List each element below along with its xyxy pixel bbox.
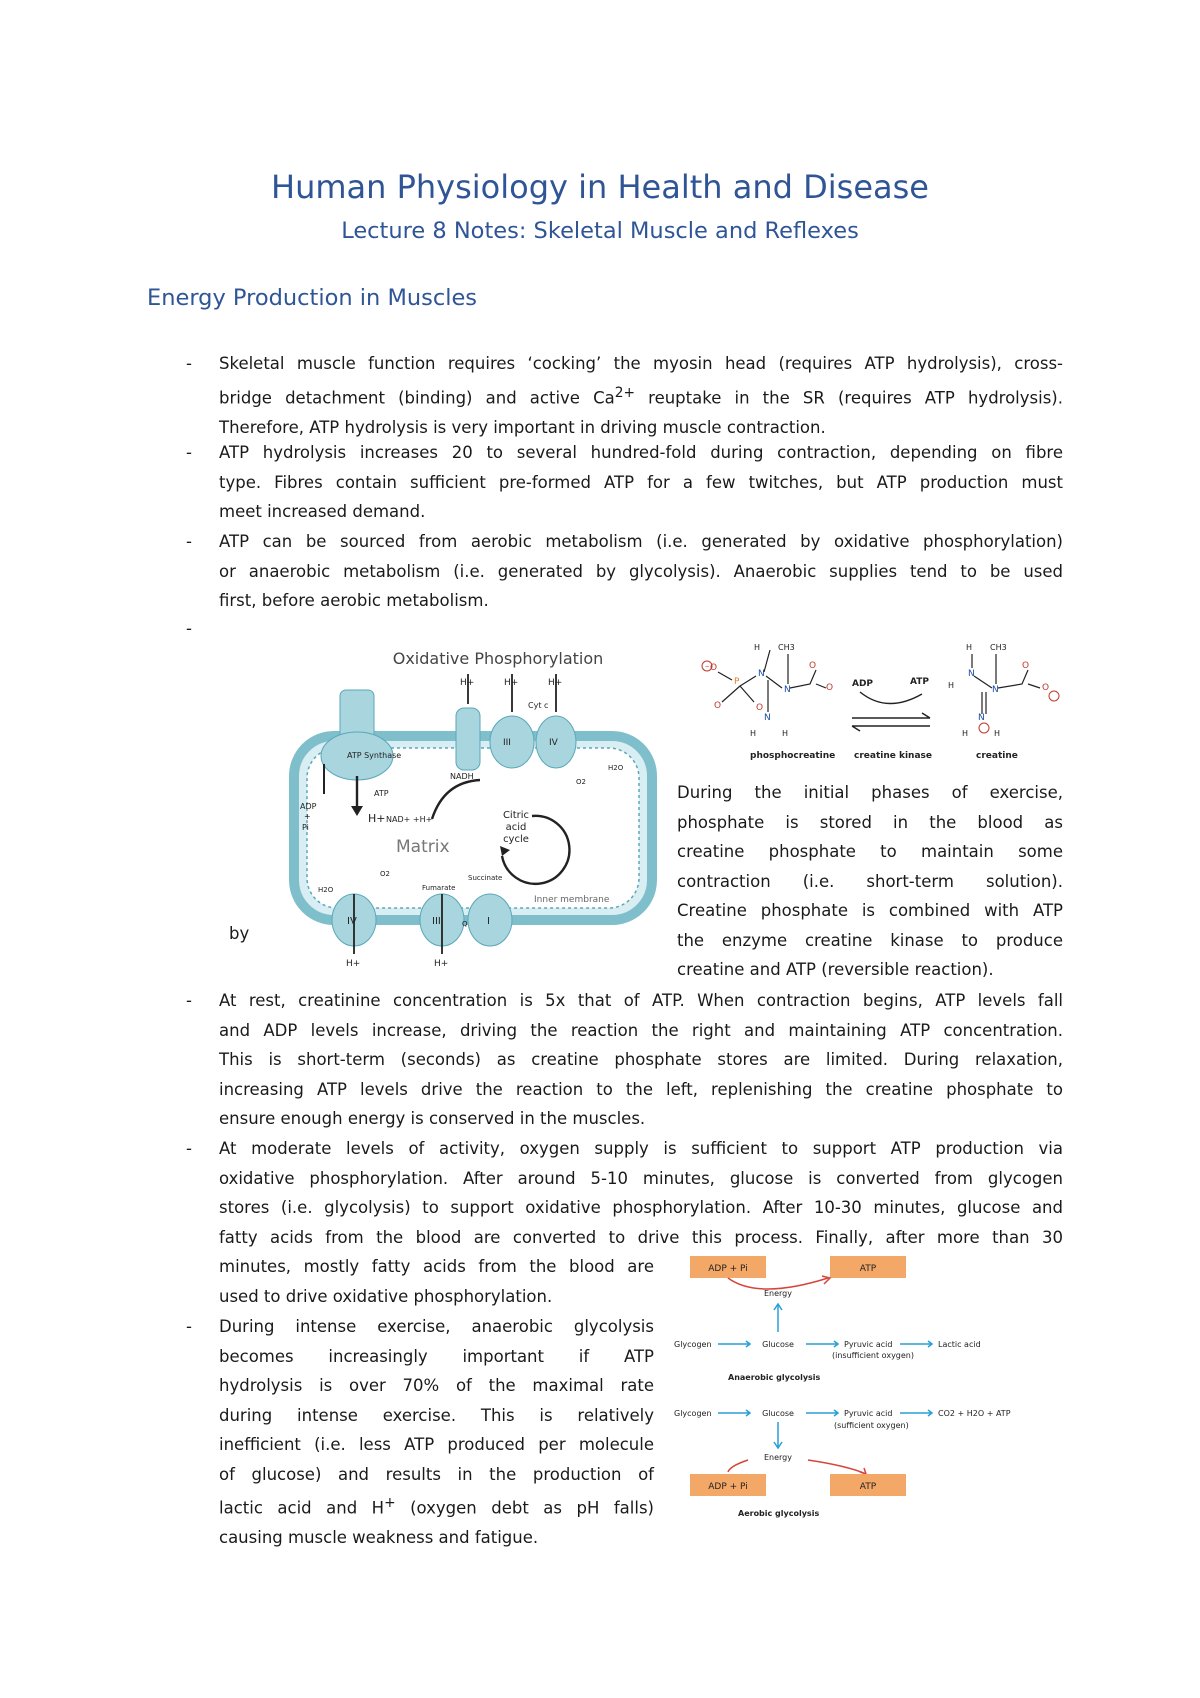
arrow-blue: [900, 1341, 932, 1347]
label-h-plus: H+: [346, 959, 361, 969]
paragraph-line: During intense exercise, anaerobic glycolysis: [219, 1317, 654, 1336]
label-cycle: cycle: [503, 834, 529, 845]
atom-h: H: [962, 729, 969, 738]
paragraph-line: creatine phosphate to maintain some: [677, 842, 1063, 861]
arrow-blue: [900, 1410, 932, 1416]
bullet-marker: -: [186, 1317, 192, 1336]
label-o2: O2: [576, 778, 586, 786]
label-h-plus: H+: [368, 812, 386, 825]
label-creatine-kinase: creatine kinase: [854, 751, 932, 761]
label-nadh: NADH: [450, 772, 474, 781]
bullet-paragraph-1: [219, 349, 1063, 442]
bullet-marker: -: [186, 1139, 192, 1158]
paragraph-line: This is short-term (seconds) as creatine phosphate stores are limited. During relaxation,: [219, 1050, 1063, 1069]
atom-n: N: [992, 685, 999, 695]
paragraph-line: inefficient (i.e. less ATP produced per molecule: [219, 1435, 654, 1454]
paragraph-line: increasing ATP levels drive the reaction to the left, replenishing the creatine phosphate to: [219, 1079, 1063, 1099]
superscript: +: [384, 1495, 396, 1511]
label-nad: NAD+ +H+: [386, 815, 433, 824]
label-h2o: H2O: [318, 886, 334, 894]
atom-o: O: [756, 703, 764, 713]
atom-n: N: [978, 713, 985, 723]
energy-arrow-red: [728, 1460, 748, 1472]
paragraph-line: Therefore, ATP hydrolysis is very important in driving muscle contraction.: [219, 417, 826, 437]
label-inner-membrane: Inner membrane: [534, 895, 610, 905]
bullet-paragraph-3: [219, 527, 1063, 616]
arrow-blue: [806, 1341, 838, 1347]
atom-n: N: [758, 669, 765, 679]
charge-circle: [979, 723, 989, 733]
atom-o: O: [710, 663, 718, 673]
atom-p: P: [734, 677, 740, 687]
label-glucose: Glucose: [762, 1409, 794, 1418]
paragraph-line: At moderate levels of activity, oxygen supply is sufficient to support ATP production via: [219, 1139, 1063, 1158]
label-energy: Energy: [763, 1453, 793, 1462]
atom-h: H: [750, 729, 757, 738]
label-pi: Pi: [302, 823, 309, 832]
label-phosphocreatine: phosphocreatine: [750, 751, 836, 761]
label-h-plus: H+: [460, 678, 475, 688]
reverse-arrow: [852, 726, 930, 731]
paragraph-line: phosphate is stored in the blood as: [677, 812, 1063, 832]
complex-i-bottom: [468, 894, 512, 946]
creatine-kinase-figure: [692, 636, 1072, 766]
label-adp-pi: ADP + Pi: [708, 1264, 748, 1274]
label-citric: Citric: [502, 810, 530, 821]
paragraph-line: ensure enough energy is conserved in the muscles.: [219, 1109, 646, 1128]
label-complex-iii: III: [503, 738, 511, 748]
complex-i-top: [456, 708, 480, 770]
label-plus: +: [304, 812, 311, 821]
bonds: [972, 654, 1040, 714]
paragraph-line: stores (i.e. glycolysis) to support oxidative phosphorylation. After 10-30 minutes, glucose and: [219, 1198, 1063, 1217]
paragraph-line: fatty acids from the blood are converted to drive this process. Finally, after more than 30: [219, 1227, 1063, 1247]
atom-ch3: CH3: [778, 643, 795, 652]
section-heading: Energy Production in Muscles: [147, 285, 478, 311]
superscript: 2+: [614, 384, 636, 401]
label-energy: Energy: [763, 1289, 793, 1298]
paragraph-line: Skeletal muscle function requires ‘cocking’ the myosin head (requires ATP hydrolysis), cross-: [219, 354, 1063, 373]
paragraph-line: During the initial phases of exercise,: [677, 783, 1063, 802]
atom-o: O: [1022, 661, 1030, 671]
label-creatine: creatine: [976, 751, 1018, 761]
paragraph-line: used to drive oxidative phosphorylation.: [219, 1286, 553, 1306]
arrow-blue: [774, 1422, 782, 1448]
energy-arrow-red: [728, 1278, 828, 1289]
bullet-marker: -: [186, 354, 192, 373]
label-aerobic-glycolysis: Aerobic glycolysis: [738, 1509, 820, 1518]
label-complex-iv: IV: [347, 916, 357, 927]
figure-title: Oxidative Phosphorylation: [392, 649, 604, 668]
paragraph-line: first, before aerobic metabolism.: [219, 591, 489, 610]
label-adp: ADP: [300, 802, 317, 811]
bullet-marker: -: [186, 619, 192, 638]
energy-arrow-red: [808, 1460, 866, 1474]
svg-text:−: −: [704, 663, 710, 670]
arrow-blue: [806, 1410, 838, 1416]
complex-iii-top: [490, 716, 534, 768]
label-pyruvic-acid: Pyruvic acid: [844, 1340, 893, 1349]
paragraph-line: and ADP levels increase, driving the reaction the right and maintaining ATP concentration.: [219, 1020, 1063, 1040]
bullet-paragraph-5: [219, 986, 1063, 1134]
paragraph-line: creatine and ATP (reversible reaction).: [677, 960, 994, 979]
atom-n: N: [784, 685, 791, 695]
paragraph-line: lactic acid and H+ (oxygen debt as pH falls): [219, 1495, 654, 1518]
atom-o: O: [1042, 683, 1050, 693]
forward-arrow: [852, 713, 930, 718]
label-pyruvic-acid: Pyruvic acid: [844, 1409, 893, 1418]
label-q: Q: [462, 920, 468, 928]
arrow-blue: [718, 1341, 750, 1347]
bullet-paragraph-2: [219, 438, 1063, 527]
label-h-plus: H+: [548, 678, 563, 688]
label-cyt-c: Cyt c: [528, 701, 549, 710]
atom-n: N: [764, 713, 771, 723]
paragraph-line: minutes, mostly fatty acids from the blood are: [219, 1257, 654, 1276]
atom-ch3: CH3: [990, 643, 1007, 652]
label-lactic-acid: Lactic acid: [938, 1340, 981, 1349]
label-fumarate: Fumarate: [422, 884, 456, 892]
atom-h: H: [966, 643, 973, 652]
atom-o: O: [826, 683, 834, 693]
document-title: Human Physiology in Health and Disease: [271, 168, 929, 206]
label-matrix: Matrix: [396, 837, 450, 857]
atom-n: N: [968, 669, 975, 679]
label-glycogen: Glycogen: [674, 1409, 712, 1418]
arrowhead: [860, 1468, 866, 1474]
document-subtitle: Lecture 8 Notes: Skeletal Muscle and Reflexes: [341, 218, 859, 244]
label-atp: ATP: [910, 677, 930, 687]
atom-h: H: [994, 729, 1001, 738]
paragraph-line: ATP hydrolysis increases 20 to several hundred-fold during contraction, depending on fibre: [219, 443, 1063, 462]
atom-h: H: [948, 681, 955, 690]
label-co2-h2o-atp: CO2 + H2O + ATP: [938, 1409, 1011, 1418]
label-sufficient-oxygen: (sufficient oxygen): [834, 1421, 909, 1430]
label-succinate: Succinate: [468, 874, 503, 882]
arrow-blue: [718, 1410, 750, 1416]
paragraph-line: of glucose) and results in the production of: [219, 1464, 654, 1484]
label-adp-pi: ADP + Pi: [708, 1482, 748, 1492]
bullet-paragraph-7: [219, 1312, 654, 1553]
atom-h: H: [782, 729, 789, 738]
paragraph-line: becomes increasingly important if ATP: [219, 1346, 654, 1366]
paragraph-line: type. Fibres contain sufficient pre-formed ATP for a few twitches, but ATP production must: [219, 472, 1063, 492]
label-insufficient-oxygen: (insufficient oxygen): [832, 1351, 914, 1360]
curved-arrow: [860, 692, 922, 704]
atom-o: O: [809, 661, 817, 671]
label-h-plus: H+: [504, 678, 519, 688]
paragraph-line: causing muscle weakness and fatigue.: [219, 1528, 539, 1547]
label-adp: ADP: [852, 679, 874, 689]
bullet-marker: -: [186, 443, 192, 462]
label-complex-i: I: [487, 916, 490, 927]
bullet-paragraph-4: [677, 778, 1063, 985]
paragraph-line: meet increased demand.: [219, 502, 426, 521]
label-atp-synthase: ATP Synthase: [347, 751, 402, 760]
label-h2o: H2O: [608, 764, 624, 772]
label-complex-iii: III: [432, 916, 441, 927]
paragraph-line: hydrolysis is over 70% of the maximal rate: [219, 1376, 654, 1395]
paragraph-line: Creatine phosphate is combined with ATP: [677, 901, 1063, 920]
label-h-plus: H+: [434, 959, 449, 969]
label-o2: O2: [380, 870, 390, 878]
atom-h: H: [754, 643, 761, 652]
charge-circle: [1049, 691, 1059, 701]
paragraph-line: contraction (i.e. short-term solution).: [677, 871, 1063, 891]
paragraph-line: the enzyme creatine kinase to produce: [677, 930, 1063, 950]
paragraph-line: oxidative phosphorylation. After around 5-10 minutes, glucose is converted from glycogen: [219, 1168, 1063, 1188]
label-acid: acid: [505, 822, 527, 833]
label-complex-iv: IV: [549, 738, 558, 748]
bullet-marker: -: [186, 532, 192, 551]
bullet-marker: -: [186, 991, 192, 1010]
label-atp: ATP: [374, 789, 389, 798]
label-atp: ATP: [859, 1264, 877, 1274]
glycolysis-figure: [668, 1252, 1048, 1552]
oxidative-phosphorylation-figure: [284, 644, 676, 974]
paragraph-line: during intense exercise. This is relatively: [219, 1405, 654, 1425]
stray-word: by: [229, 924, 250, 943]
label-anaerobic-glycolysis: Anaerobic glycolysis: [728, 1373, 821, 1382]
label-glycogen: Glycogen: [674, 1340, 712, 1349]
paragraph-line: or anaerobic metabolism (i.e. generated by glycolysis). Anaerobic supplies tend to be used: [219, 561, 1063, 581]
paragraph-line: bridge detachment (binding) and active $Ca^{2+}$ reuptake in the SR (requires ATP hydrolysis).: [219, 384, 1063, 407]
label-atp: ATP: [859, 1482, 877, 1492]
atom-o: O: [714, 701, 722, 711]
paragraph-line: At rest, creatinine concentration is 5x that of ATP. When contraction begins, ATP levels fall: [219, 991, 1063, 1010]
label-glucose: Glucose: [762, 1340, 794, 1349]
paragraph-line: ATP can be sourced from aerobic metabolism (i.e. generated by oxidative phosphorylation): [219, 532, 1063, 551]
